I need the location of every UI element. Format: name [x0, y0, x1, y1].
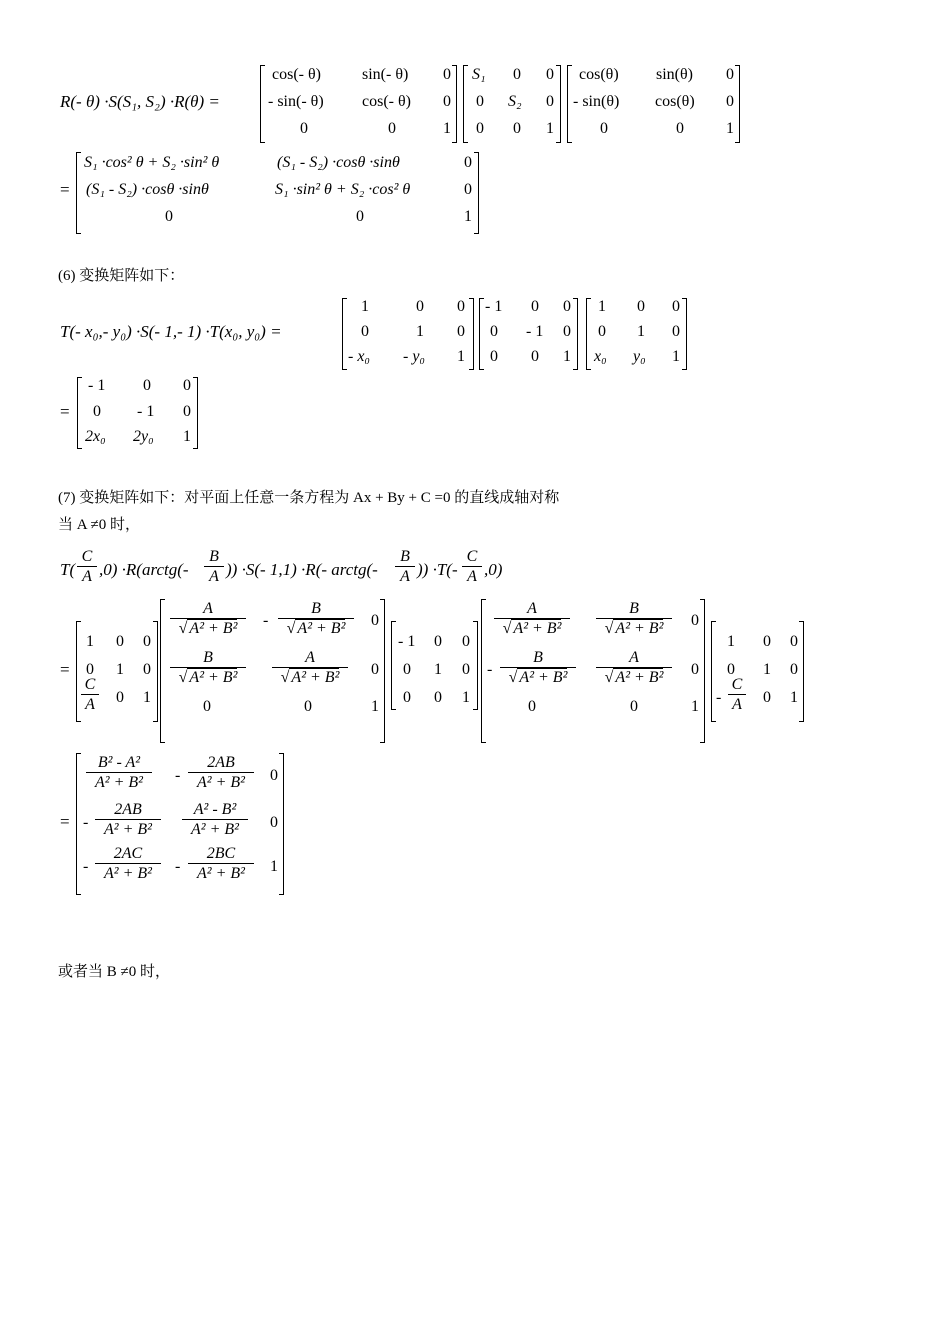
m-cell: sin(- θ) [362, 66, 409, 83]
m-cell: - 1 [88, 377, 106, 394]
equals-sign: = [60, 812, 70, 831]
m-cell: S₁ [472, 66, 486, 83]
m-cell: 0 [416, 298, 424, 315]
m-cell: 0 [598, 323, 606, 340]
fraction: $\frac{2AB}{\text{A² + B²}}$ [95, 801, 161, 840]
m-cell: 0 [434, 633, 442, 650]
m-cell: cos(θ) [655, 93, 695, 110]
m-cell: (S₁ - S₂) ·cosθ ·sinθ [277, 154, 400, 171]
m-cell: 0 [691, 612, 699, 629]
m-cell: 0 [443, 66, 451, 83]
bracket-right [573, 298, 578, 370]
block7-condition: 当 A ≠0 时， [58, 517, 140, 533]
bracket-left [76, 753, 81, 895]
m-cell: 0 [563, 323, 571, 340]
m-cell: 0 [116, 689, 124, 706]
lhs-text: T( [60, 560, 76, 579]
m-cell: 1 [464, 208, 472, 225]
minus-sign: - [175, 858, 181, 875]
m-cell: 1 [637, 323, 645, 340]
fraction: $\frac{\text{B² - A²}}{\text{A² + B²}}$ [86, 754, 152, 793]
bracket-left [77, 377, 82, 449]
m-cell: 1 [727, 633, 735, 650]
m-cell: 1 [563, 348, 571, 365]
m-cell: cos(- θ) [362, 93, 411, 110]
m-cell: 0 [531, 348, 539, 365]
bracket-left [342, 298, 347, 370]
m-cell: 1 [763, 661, 771, 678]
m-cell: cos(θ) [579, 66, 619, 83]
m-cell: - 1 [485, 298, 503, 315]
lhs-text: ,0) [484, 560, 503, 579]
m-cell: 1 [434, 661, 442, 678]
m-cell: 0 [637, 298, 645, 315]
m-cell: sin(θ) [656, 66, 693, 83]
m-cell: 0 [464, 181, 472, 198]
fraction: $\frac{B}{A}$ [395, 548, 415, 587]
m-cell: - 1 [398, 633, 416, 650]
footer-condition: 或者当 B ≠0 时， [58, 964, 170, 980]
m-cell: 1 [361, 298, 369, 315]
equals-sign: = [60, 180, 70, 199]
m-cell: 1 [183, 428, 191, 445]
m-cell: 0 [165, 208, 173, 225]
fraction: $\frac{A}{\text{√ A² + B²}}$ [170, 600, 246, 639]
bracket-right [735, 65, 740, 143]
m-cell: 0 [600, 120, 608, 137]
m-cell: - sin(- θ) [268, 93, 324, 110]
m-cell: S₁ ·sin² θ + S₂ ·cos² θ [275, 181, 411, 198]
m-cell: 1 [86, 633, 94, 650]
m-cell: - 1 [526, 323, 544, 340]
fraction: $\frac{B}{A}$ [204, 548, 224, 587]
bracket-right [153, 621, 158, 722]
fraction: $\frac{C}{A}$ [728, 676, 746, 715]
m-cell: 0 [457, 298, 465, 315]
bracket-right [380, 599, 385, 743]
bracket-left [463, 65, 468, 143]
m-cell: 0 [300, 120, 308, 137]
minus-sign: - [83, 814, 89, 831]
fraction: $\frac{2BC}{\text{A² + B²}}$ [188, 845, 254, 884]
m-cell: 1 [371, 698, 379, 715]
m-cell: 0 [476, 93, 484, 110]
m-cell: 2y₀ [133, 428, 154, 445]
bracket-left [567, 65, 572, 143]
m-cell: 0 [726, 66, 734, 83]
m-cell: 0 [203, 698, 211, 715]
block7-heading: (7) 变换矩阵如下：对平面上任意一条方程为 Ax + By + C =0 的直线成轴对称 [58, 490, 560, 506]
m-cell: 1 [416, 323, 424, 340]
m-cell: 0 [726, 93, 734, 110]
m-cell: 1 [546, 120, 554, 137]
m-cell: 1 [443, 120, 451, 137]
m-cell: 0 [270, 814, 278, 831]
minus-sign: - [263, 612, 269, 629]
m-cell: 0 [676, 120, 684, 137]
m-cell: 0 [143, 661, 151, 678]
m-cell: 0 [443, 93, 451, 110]
m-cell: 0 [462, 633, 470, 650]
fraction: $\frac{A}{\text{√ A² + B²}}$ [596, 649, 672, 688]
m-cell: 0 [361, 323, 369, 340]
bracket-right [469, 298, 474, 370]
m-cell: 0 [464, 154, 472, 171]
m-cell: 1 [672, 348, 680, 365]
bracket-right [473, 621, 478, 710]
bracket-right [682, 298, 687, 370]
m-cell: 0 [462, 661, 470, 678]
m-cell: - x₀ [348, 348, 370, 365]
m-cell: - sin(θ) [573, 93, 620, 110]
m-cell: 0 [371, 661, 379, 678]
m-cell: 1 [691, 698, 699, 715]
fraction: $\frac{\text{A² - B²}}{\text{A² + B²}}$ [182, 801, 248, 840]
lhs-text: )) ·T(- [417, 560, 458, 579]
m-cell: 1 [726, 120, 734, 137]
bracket-left [479, 298, 484, 370]
m-cell: 1 [462, 689, 470, 706]
m-cell: 0 [672, 323, 680, 340]
m-cell: 0 [546, 66, 554, 83]
fraction: $\frac{A}{\text{√ A² + B²}}$ [272, 649, 348, 688]
minus-sign: - [83, 858, 89, 875]
m-cell: 0 [790, 633, 798, 650]
m-cell: S₂ [508, 93, 522, 110]
m-cell: 0 [727, 661, 735, 678]
m-cell: 0 [672, 298, 680, 315]
m-cell: 0 [790, 661, 798, 678]
equals-sign: = [60, 660, 70, 679]
m-cell: 1 [143, 689, 151, 706]
m-cell: 0 [270, 767, 278, 784]
m-cell: 0 [388, 120, 396, 137]
m-cell: 1 [598, 298, 606, 315]
fraction: $\frac{A}{\text{√ A² + B²}}$ [494, 600, 570, 639]
m-cell: 0 [763, 689, 771, 706]
lhs-text: ,0) ·R(arctg(- [99, 560, 189, 579]
m-cell: 0 [513, 66, 521, 83]
bracket-left [586, 298, 591, 370]
m-cell: 0 [371, 612, 379, 629]
m-cell: 0 [143, 633, 151, 650]
m-cell: 0 [563, 298, 571, 315]
m-cell: 1 [116, 661, 124, 678]
m-cell: 0 [403, 661, 411, 678]
m-cell: 0 [183, 403, 191, 420]
m-cell: 0 [93, 403, 101, 420]
minus-sign: - [716, 689, 722, 706]
bracket-left [160, 599, 165, 743]
lhs-text: )) ·S(- 1,1) ·R(- arctg(- [226, 560, 378, 579]
fraction: $\frac{2AC}{\text{A² + B²}}$ [95, 845, 161, 884]
equals-sign: = [60, 402, 70, 421]
fraction: $\frac{C}{A}$ [77, 548, 97, 587]
block5-lhs: R(- θ) ·S(S₁, S₂) ·R(θ) = [60, 92, 220, 111]
fraction: $\frac{B}{\text{√ A² + B²}}$ [596, 600, 672, 639]
m-cell: 0 [513, 120, 521, 137]
m-cell: 1 [270, 858, 278, 875]
bracket-right [279, 753, 284, 895]
fraction: $\frac{B}{\text{√ A² + B²}}$ [500, 649, 576, 688]
m-cell: 0 [476, 120, 484, 137]
m-cell: 0 [183, 377, 191, 394]
fraction: $\frac{B}{\text{√ A² + B²}}$ [170, 649, 246, 688]
bracket-left [481, 599, 486, 743]
m-cell: x₀ [594, 348, 607, 365]
bracket-right [452, 65, 457, 143]
m-cell: 1 [790, 689, 798, 706]
bracket-left [260, 65, 265, 143]
m-cell: 0 [434, 689, 442, 706]
m-cell: 0 [531, 298, 539, 315]
block6-lhs: T(- x₀,- y₀) ·S(- 1,- 1) ·T(x₀, y₀) = [60, 322, 282, 341]
bracket-left [391, 621, 396, 710]
fraction: $\frac{C}{A}$ [462, 548, 482, 587]
bracket-right [474, 152, 479, 234]
m-cell: 0 [356, 208, 364, 225]
m-cell: - 1 [137, 403, 155, 420]
fraction: $\frac{2AB}{\text{A² + B²}}$ [188, 754, 254, 793]
bracket-right [556, 65, 561, 143]
m-cell: S₁ ·cos² θ + S₂ ·sin² θ [84, 154, 220, 171]
fraction: $\frac{C}{A}$ [81, 676, 99, 715]
m-cell: 0 [763, 633, 771, 650]
bracket-left [76, 152, 81, 234]
m-cell: - y₀ [403, 348, 425, 365]
m-cell: 1 [457, 348, 465, 365]
m-cell: 0 [490, 348, 498, 365]
m-cell: 2x₀ [85, 428, 106, 445]
m-cell: cos(- θ) [272, 66, 321, 83]
bracket-right [799, 621, 804, 722]
m-cell: 0 [457, 323, 465, 340]
m-cell: (S₁ - S₂) ·cosθ ·sinθ [86, 181, 209, 198]
minus-sign: - [487, 661, 493, 678]
m-cell: 0 [304, 698, 312, 715]
m-cell: 0 [528, 698, 536, 715]
m-cell: 0 [490, 323, 498, 340]
m-cell: 0 [403, 689, 411, 706]
bracket-right [193, 377, 198, 449]
m-cell: 0 [691, 661, 699, 678]
block6-heading: (6) 变换矩阵如下： [58, 268, 185, 284]
m-cell: 0 [116, 633, 124, 650]
bracket-right [700, 599, 705, 743]
fraction: $\frac{B}{\text{√ A² + B²}}$ [278, 600, 354, 639]
m-cell: 0 [630, 698, 638, 715]
m-cell: 0 [546, 93, 554, 110]
m-cell: y₀ [633, 348, 646, 365]
m-cell: 0 [86, 661, 94, 678]
m-cell: 0 [143, 377, 151, 394]
minus-sign: - [175, 767, 181, 784]
